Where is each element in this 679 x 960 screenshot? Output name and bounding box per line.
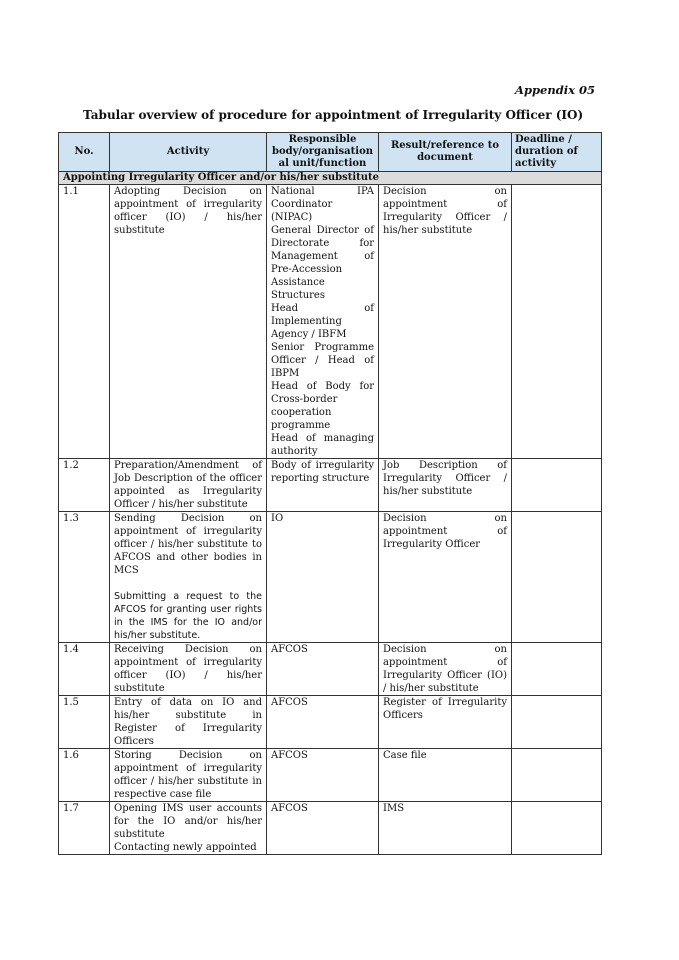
row-number: 1.2: [59, 459, 110, 512]
table-row: [59, 696, 602, 749]
row-responsible: [267, 802, 379, 855]
row-responsible: [267, 749, 379, 802]
responsible-entry: Head of managing authority: [271, 433, 374, 457]
row-responsible: [267, 643, 379, 696]
header-responsible: Responsible body/organisation al unit/function: [267, 133, 379, 172]
responsible-entry: General Director of Directorate for Management of Pre-Accession Assistance Structures: [271, 225, 374, 301]
table-row: [59, 749, 602, 802]
appendix-label: Appendix 05: [515, 83, 595, 97]
row-deadline: [512, 749, 602, 802]
responsible-entry: AFCOS: [271, 803, 308, 814]
row-number: 1.7: [59, 802, 110, 855]
activity-text: Opening IMS user accounts for the IO and/or his/her substitute: [114, 803, 262, 840]
row-result: Case file: [379, 749, 512, 802]
row-deadline: [512, 185, 602, 459]
row-activity: [110, 802, 267, 855]
responsible-entry: Senior Programme Officer / Head of IBPM: [271, 342, 374, 379]
row-deadline: [512, 802, 602, 855]
row-activity: Receiving Decision on appointment of irregularity officer (IO) / his/her substitute: [110, 643, 267, 696]
header-deadline: Deadline / duration of activity: [512, 133, 602, 172]
activity-text: Sending Decision on appointment of irregularity officer / his/her substitute to AFCOS and other bodies in MCS: [114, 513, 262, 576]
responsible-entry: Head of Body for Cross-border cooperation programme: [271, 381, 374, 431]
row-result: Register of Irregularity Officers: [379, 696, 512, 749]
table-row: [59, 643, 602, 696]
row-activity: Adopting Decision on appointment of irregularity officer (IO) / his/her substitute: [110, 185, 267, 459]
responsible-entry: Head of Implementing Agency / IBFM: [271, 303, 374, 340]
row-deadline: [512, 459, 602, 512]
row-responsible: [267, 185, 379, 459]
row-responsible: [267, 459, 379, 512]
activity-note: Submitting a request to the AFCOS for granting user rights in the IMS for the IO and/or his/her substitute.: [114, 591, 262, 641]
row-number: 1.5: [59, 696, 110, 749]
procedure-table: [58, 132, 602, 855]
row-number: 1.4: [59, 643, 110, 696]
header-no: No.: [59, 133, 110, 172]
responsible-entry: AFCOS: [271, 644, 308, 655]
responsible-entry: AFCOS: [271, 750, 308, 761]
table-row: [59, 802, 602, 855]
section-title: Appointing Irregularity Officer and/or his/her substitute: [59, 172, 602, 185]
table-header-row: [59, 133, 602, 172]
row-activity: [110, 512, 267, 643]
row-result: Decision on appointment of Irregularity Officer (IO) / his/her substitute: [379, 643, 512, 696]
row-result: IMS: [379, 802, 512, 855]
row-responsible: [267, 512, 379, 643]
header-result: Result/reference to document: [379, 133, 512, 172]
row-number: 1.3: [59, 512, 110, 643]
row-activity: Preparation/Amendment of Job Description of the officer appointed as Irregularity Officer / his/her substitute: [110, 459, 267, 512]
row-number: 1.1: [59, 185, 110, 459]
table-row: [59, 185, 602, 459]
activity-note: Contacting newly appointed: [114, 842, 257, 853]
row-deadline: [512, 643, 602, 696]
row-deadline: [512, 512, 602, 643]
responsible-entry: AFCOS: [271, 697, 308, 708]
row-activity: Storing Decision on appointment of irregularity officer / his/her substitute in respective case file: [110, 749, 267, 802]
page-title: Tabular overview of procedure for appointment of Irregularity Officer (IO): [83, 108, 584, 122]
table-row: [59, 512, 602, 643]
spacer: [114, 577, 262, 590]
responsible-entry: Body of irregularity reporting structure: [271, 460, 374, 484]
responsible-entry: National IPA Coordinator (NIPAC): [271, 186, 374, 223]
row-result: Job Description of Irregularity Officer / his/her substitute: [379, 459, 512, 512]
row-number: 1.6: [59, 749, 110, 802]
row-activity: Entry of data on IO and his/her substitute in Register of Irregularity Officers: [110, 696, 267, 749]
row-deadline: [512, 696, 602, 749]
header-activity: Activity: [110, 133, 267, 172]
section-row: [59, 172, 602, 185]
row-result: Decision on appointment of Irregularity Officer / his/her substitute: [379, 185, 512, 459]
row-result: Decision on appointment of Irregularity Officer: [379, 512, 512, 643]
responsible-entry: IO: [271, 513, 284, 524]
table-row: [59, 459, 602, 512]
row-responsible: [267, 696, 379, 749]
